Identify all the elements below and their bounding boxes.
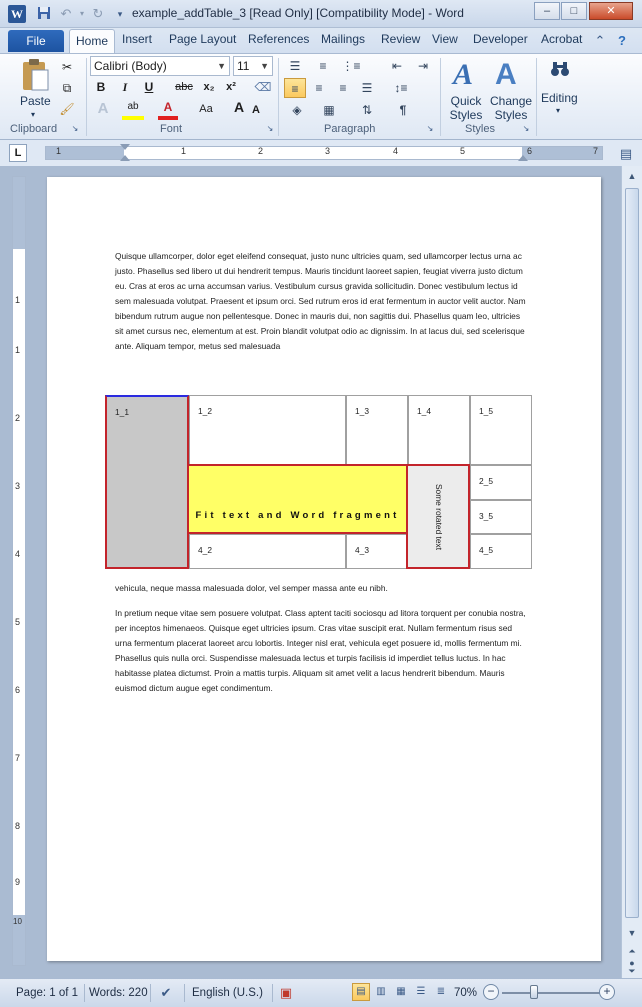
redo-icon[interactable]: ↻ (92, 6, 104, 21)
increase-indent-icon[interactable]: ⇥ (417, 59, 429, 73)
scroll-up-icon[interactable]: ▲ (627, 171, 637, 181)
tab-view[interactable]: View (432, 32, 458, 46)
scroll-down-icon[interactable]: ▼ (627, 928, 637, 938)
table-cell-1-5[interactable]: 1_5 (470, 395, 532, 465)
tab-selector[interactable]: L (9, 144, 27, 162)
tab-home[interactable]: Home (69, 29, 115, 54)
table-cell-1-3[interactable]: 1_3 (346, 395, 408, 465)
copy-icon[interactable]: ⧉ (62, 81, 72, 95)
vertical-ruler[interactable] (12, 176, 26, 966)
divider (440, 58, 441, 136)
divider (84, 984, 85, 1002)
macro-recording-icon[interactable]: ▣ (279, 985, 293, 1000)
vertical-scrollbar[interactable] (621, 166, 642, 978)
decrease-indent-icon[interactable]: ⇤ (391, 59, 403, 73)
tab-page-layout[interactable]: Page Layout (169, 32, 237, 46)
table-cell-4-2[interactable]: 4_2 (189, 534, 346, 569)
fit-text: Fit text and Word fragment (195, 510, 400, 521)
ruler-number: 1 (181, 146, 187, 156)
divider (86, 58, 87, 136)
subscript-button[interactable]: x₂ (203, 81, 215, 93)
editing-dropdown-icon[interactable]: ▾ (556, 106, 561, 115)
svg-text:A: A (495, 58, 517, 90)
first-line-indent-marker[interactable] (120, 144, 130, 150)
table-cell-1-4[interactable]: 1_4 (408, 395, 470, 465)
clipboard-launcher-icon[interactable]: ↘ (71, 124, 79, 133)
ribbon-home (0, 53, 642, 140)
editing-button[interactable]: Editing (541, 91, 578, 105)
align-center-icon[interactable]: ≡ (315, 81, 323, 95)
draft-view-icon[interactable]: ≣ (436, 986, 446, 997)
page-count[interactable]: Page: 1 of 1 (16, 987, 79, 999)
ruler-number: 4 (393, 146, 399, 156)
numbering-icon[interactable]: ≡ (319, 59, 327, 73)
top-margin-area (13, 177, 25, 249)
styles-group-label: Styles (465, 123, 495, 135)
word-app-icon[interactable]: W (8, 5, 26, 23)
chevron-down-icon[interactable]: ▼ (260, 61, 269, 71)
document-page[interactable] (47, 177, 601, 961)
customize-quick-access-icon[interactable]: ▾ (117, 9, 123, 19)
rotated-text-cell[interactable] (406, 464, 470, 569)
divider (150, 984, 151, 1002)
tab-developer[interactable]: Developer (473, 32, 528, 46)
zoom-out-button[interactable]: − (483, 984, 499, 1000)
svg-text:A: A (453, 58, 474, 90)
highlight-icon[interactable]: ab (122, 100, 144, 120)
browse-object-icon[interactable]: ● (629, 958, 635, 968)
scrollbar-thumb[interactable] (625, 188, 639, 918)
clipboard-group-label: Clipboard (10, 123, 58, 135)
borders-icon[interactable]: ▦ (323, 103, 335, 117)
underline-button[interactable]: U (144, 80, 154, 94)
justify-icon[interactable]: ☰ (361, 81, 373, 95)
ruler-row (0, 140, 642, 166)
shading-icon[interactable]: ◈ (292, 103, 302, 117)
ribbon-tabs (0, 28, 642, 53)
table-cell-2-5[interactable]: 2_5 (470, 465, 532, 500)
next-page-icon[interactable]: ⏷ (628, 966, 636, 976)
grow-font-button[interactable]: A (233, 99, 245, 115)
show-formatting-button[interactable]: ¶ (399, 103, 407, 117)
ruler-number: 5 (15, 617, 21, 627)
proofing-icon[interactable]: ✔ (160, 985, 172, 1000)
print-layout-view-icon[interactable]: ▤ (352, 983, 370, 1001)
zoom-in-button[interactable]: + (599, 984, 615, 1000)
title-bar (0, 0, 642, 28)
rotated-text: Some rotated text (433, 483, 444, 550)
ruler-number: 2 (15, 413, 21, 423)
document-workspace (0, 166, 621, 978)
paragraph-group-label: Paragraph (324, 123, 376, 135)
format-painter-icon[interactable]: 🖌 (59, 102, 75, 116)
tab-references[interactable]: References (248, 32, 310, 46)
chevron-down-icon[interactable]: ▼ (217, 61, 226, 71)
ruler-number: 1 (56, 146, 62, 156)
horizontal-ruler[interactable] (45, 146, 603, 160)
word-count[interactable]: Words: 220 (89, 987, 148, 999)
ruler-number: 1 (15, 345, 21, 355)
change-styles-button[interactable]: Change Styles (490, 94, 533, 122)
ruler-number: 2 (258, 146, 264, 156)
tab-mailings[interactable]: Mailings (321, 32, 366, 46)
ruler-number: 9 (15, 877, 21, 887)
line-spacing-icon[interactable]: ↕≡ (394, 81, 408, 95)
text-effects-icon[interactable]: A (97, 100, 109, 117)
font-name-combo[interactable] (90, 56, 230, 76)
cut-icon[interactable]: ✂ (61, 60, 73, 74)
minimize-button[interactable]: – (534, 2, 560, 20)
paragraph-launcher-icon[interactable]: ↘ (426, 124, 434, 133)
italic-button[interactable]: I (122, 80, 128, 94)
undo-dropdown-icon[interactable]: ▾ (79, 9, 84, 18)
clear-formatting-icon[interactable]: ⌫ (254, 80, 272, 94)
paste-button[interactable]: Paste (20, 94, 51, 108)
divider (272, 984, 273, 1002)
tab-acrobat[interactable]: Acrobat (541, 32, 583, 46)
font-size-value: 11 (237, 59, 250, 73)
ruler-number: 3 (325, 146, 331, 156)
superscript-button[interactable]: x² (226, 81, 236, 93)
minimize-ribbon-icon[interactable]: ⌃ (594, 33, 606, 48)
multilevel-list-icon[interactable]: ⋮≡ (341, 59, 361, 73)
hanging-indent-marker[interactable] (120, 155, 130, 161)
tab-insert[interactable]: Insert (122, 32, 153, 46)
ruler-number: 6 (15, 685, 21, 695)
status-bar (0, 978, 642, 1007)
paste-dropdown-icon[interactable]: ▾ (31, 110, 36, 119)
divider (184, 984, 185, 1002)
outline-view-icon[interactable]: ☰ (416, 986, 426, 997)
ruler-number: 3 (15, 481, 21, 491)
window-title: example_addTable_3 [Read Only] [Compatibility Mode] - Word (132, 6, 464, 20)
sort-icon[interactable]: ⇅ (361, 103, 373, 117)
styles-launcher-icon[interactable]: ↘ (522, 124, 530, 133)
zoom-level[interactable]: 70% (454, 987, 478, 999)
maximize-button[interactable]: □ (561, 2, 587, 20)
quick-styles-icon[interactable] (448, 56, 484, 92)
ruler-number: 10 (13, 917, 22, 926)
ruler-number: 6 (527, 146, 533, 156)
full-screen-reading-icon[interactable]: ▥ (376, 986, 386, 997)
merged-fit-text-cell[interactable] (187, 464, 408, 534)
close-button[interactable]: ✕ (589, 2, 633, 20)
tab-review[interactable]: Review (381, 32, 421, 46)
font-launcher-icon[interactable]: ↘ (266, 124, 274, 133)
right-margin-area (522, 147, 602, 159)
right-indent-marker[interactable] (518, 155, 528, 161)
bold-button[interactable]: B (96, 80, 106, 94)
ruler-number: 1 (15, 295, 21, 305)
web-layout-icon[interactable]: ▦ (396, 986, 406, 997)
align-left-icon[interactable]: ≡ (284, 78, 306, 98)
ruler-number: 4 (15, 549, 21, 559)
font-size-combo[interactable] (233, 56, 273, 76)
paragraph-3[interactable]: In pretium neque vitae sem posuere volutpat. Class aptent taciti sociosqu ad litora torquent per conubia nostra, per inceptos himenaeos. Quisque eget ultricies ipsum. Cras vitae suscipit erat. Nullam fermentum risus sed urna fermentum placerat laoreet arcu lobortis. Integer nisl erat, vehicula eget posuere id, mollis fermentum mi. Phasellus quis nulla orci. Suspendisse malesuada lectus et turpis facilisis id imperdiet tellus luctus. In hac habitasse platea dictumst. Proin a mattis turpis. Aliquam sit amet velit a lacus hendrerit bibendum. Mauris euismod dictum augue eget condimentum. (115, 608, 526, 693)
undo-icon[interactable]: ↶ (60, 6, 72, 21)
font-name-value: Calibri (Body) (94, 59, 167, 73)
view-ruler-icon[interactable]: ▤ (619, 146, 633, 161)
zoom-slider[interactable] (502, 992, 602, 994)
divider (278, 58, 279, 136)
font-color-icon[interactable]: A (158, 100, 178, 120)
paragraph-1[interactable]: Quisque ullamcorper, dolor eget eleifend consequat, justo nunc ultricies quam, sed ullamcorper lectus urna ac justo. Phasellus sed libero ut dui hendrerit tempus. Mauris tincidunt laoreet sapien, feugiat viverra justo dictum eu. Cras at eros ac urna accumsan varius. Vestibulum cursus gravida sollicitudin. Donec vestibulum lectus id sem malesuada volutpat. Praesent et ipsum orci. Sed rutrum eros id erat fermentum in auctor velit auctor. Nam bibendum rutrum augue non pellentesque. Donec in mauris dui, non sagittis dui. Phasellus quam leo, ultricies sit amet cursus nec, elementum at est. Proin blandit volutpat odio ac dignissim. In at lacus dui, sed scelerisque ante. Aliquam tempor, metus sed malesuada (115, 251, 526, 351)
ruler-number: 8 (15, 821, 21, 831)
table-cell-3-5[interactable]: 3_5 (470, 500, 532, 534)
document-table[interactable] (105, 395, 531, 569)
table-cell-4-5[interactable]: 4_5 (470, 534, 532, 569)
ruler-number: 7 (15, 753, 21, 763)
zoom-slider-thumb[interactable] (530, 985, 538, 999)
strikethrough-button[interactable]: abc (175, 81, 193, 93)
bullets-icon[interactable]: ☰ (289, 59, 301, 73)
change-styles-icon[interactable] (492, 56, 528, 92)
divider (536, 58, 537, 136)
paragraph-2[interactable]: vehicula, neque massa malesuada dolor, vel semper massa ante eu nibh. (115, 583, 388, 593)
help-icon[interactable]: ? (618, 33, 626, 48)
binoculars-icon[interactable] (548, 60, 572, 84)
quick-styles-button[interactable]: Quick Styles (449, 94, 483, 122)
tab-file[interactable]: File (8, 30, 64, 52)
language[interactable]: English (U.S.) (192, 987, 263, 999)
shrink-font-button[interactable]: A (252, 104, 260, 116)
font-group-label: Font (160, 123, 183, 135)
save-icon[interactable] (36, 6, 52, 22)
table-cell-1-2[interactable]: 1_2 (189, 395, 346, 465)
change-case-button[interactable]: Aa (199, 103, 213, 115)
ruler-number: 7 (593, 146, 599, 156)
table-cell-1-1[interactable]: 1_1 (105, 395, 189, 569)
align-right-icon[interactable]: ≡ (339, 81, 347, 95)
ruler-number: 5 (460, 146, 466, 156)
table-cell-4-3[interactable]: 4_3 (346, 534, 408, 569)
previous-page-icon[interactable]: ⏶ (628, 946, 636, 956)
paste-icon[interactable] (18, 58, 52, 98)
